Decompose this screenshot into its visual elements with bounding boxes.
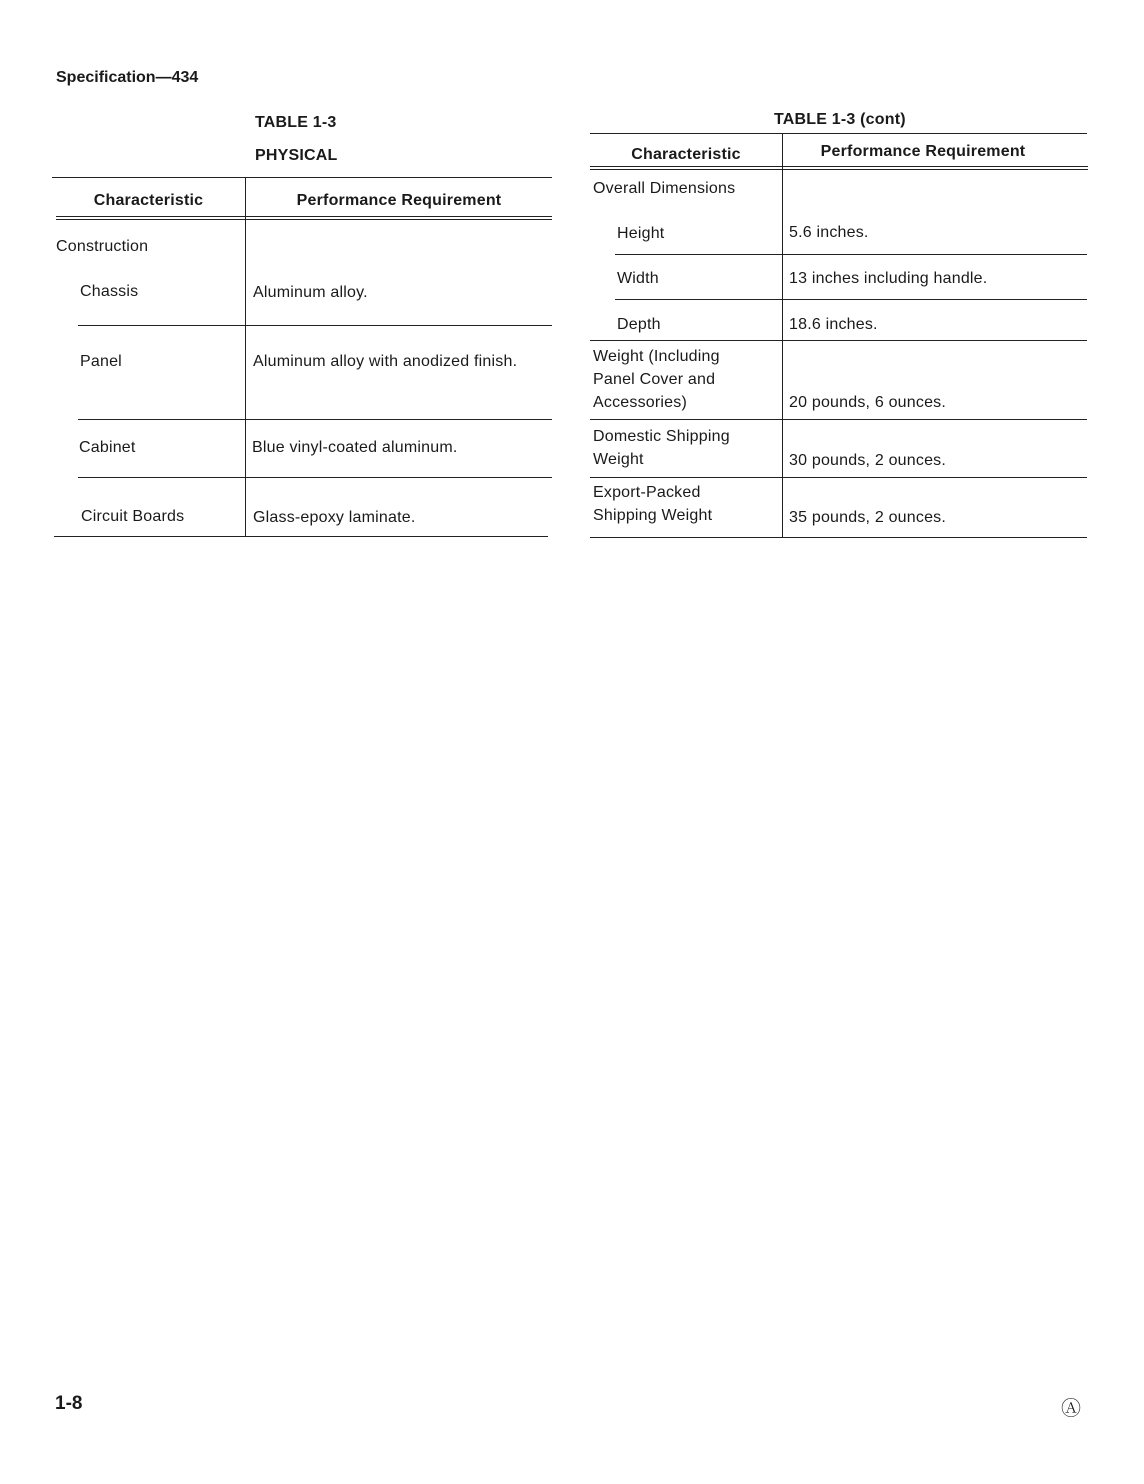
characteristic-line: Weight (593, 451, 644, 468)
row-characteristic (593, 481, 712, 527)
characteristic-line: Export-Packed (593, 484, 701, 501)
characteristic-line: Shipping Weight (593, 507, 713, 524)
row-characteristic: Height (617, 225, 665, 242)
row-requirement: 13 inches including handle. (789, 270, 988, 287)
row-characteristic (593, 425, 730, 471)
row-characteristic: Panel (80, 353, 122, 370)
row-divider (615, 299, 1087, 300)
right-column-header-requirement: Performance Requirement (820, 143, 1026, 160)
row-requirement: Blue vinyl-coated aluminum. (252, 439, 458, 456)
right-group-label: Overall Dimensions (593, 180, 736, 197)
row-divider (615, 254, 1087, 255)
row-characteristic: Cabinet (79, 439, 136, 456)
row-divider (78, 325, 552, 326)
characteristic-line: Weight (Including (593, 348, 720, 365)
right-table-bottom-rule (590, 537, 1087, 538)
left-column-header-requirement: Performance Requirement (296, 192, 502, 209)
row-requirement: Glass-epoxy laminate. (253, 509, 416, 526)
right-table-top-rule (590, 133, 1087, 134)
right-table-title: TABLE 1-3 (cont) (774, 111, 906, 128)
left-column-header-characteristic: Characteristic (93, 192, 204, 209)
row-divider (78, 419, 552, 420)
row-characteristic: Chassis (80, 283, 139, 300)
left-table-bottom-rule (54, 536, 548, 537)
row-characteristic (593, 345, 720, 414)
publisher-logo-icon: Ⓐ (1061, 1398, 1081, 1420)
row-characteristic: Circuit Boards (81, 508, 185, 525)
characteristic-line: Panel Cover and (593, 371, 716, 388)
left-table-column-divider (245, 178, 246, 536)
row-requirement: 5.6 inches. (789, 224, 869, 241)
row-characteristic: Depth (617, 316, 661, 333)
right-column-header-characteristic: Characteristic (631, 146, 741, 163)
left-table-header-rule (56, 216, 552, 220)
left-table-subtitle: PHYSICAL (255, 147, 338, 164)
right-table-header-rule (590, 166, 1088, 170)
row-requirement: 18.6 inches. (789, 316, 878, 333)
row-requirement: Aluminum alloy. (253, 284, 368, 301)
characteristic-line: Domestic Shipping (593, 428, 730, 445)
row-divider (590, 477, 1087, 478)
left-table-top-rule (52, 177, 552, 178)
spec-title: Specification—434 (56, 69, 199, 86)
left-table-title: TABLE 1-3 (255, 114, 337, 131)
row-characteristic: Width (617, 270, 659, 287)
row-requirement: 35 pounds, 2 ounces. (789, 509, 947, 526)
row-divider (590, 419, 1087, 420)
left-group-label: Construction (56, 238, 149, 255)
row-divider (590, 340, 1087, 341)
row-requirement: 30 pounds, 2 ounces. (789, 452, 947, 469)
row-divider (78, 477, 552, 478)
row-requirement: Aluminum alloy with anodized finish. (253, 353, 518, 370)
characteristic-line: Accessories) (593, 394, 687, 411)
row-requirement: 20 pounds, 6 ounces. (789, 394, 947, 411)
page-number: 1-8 (55, 1393, 83, 1414)
